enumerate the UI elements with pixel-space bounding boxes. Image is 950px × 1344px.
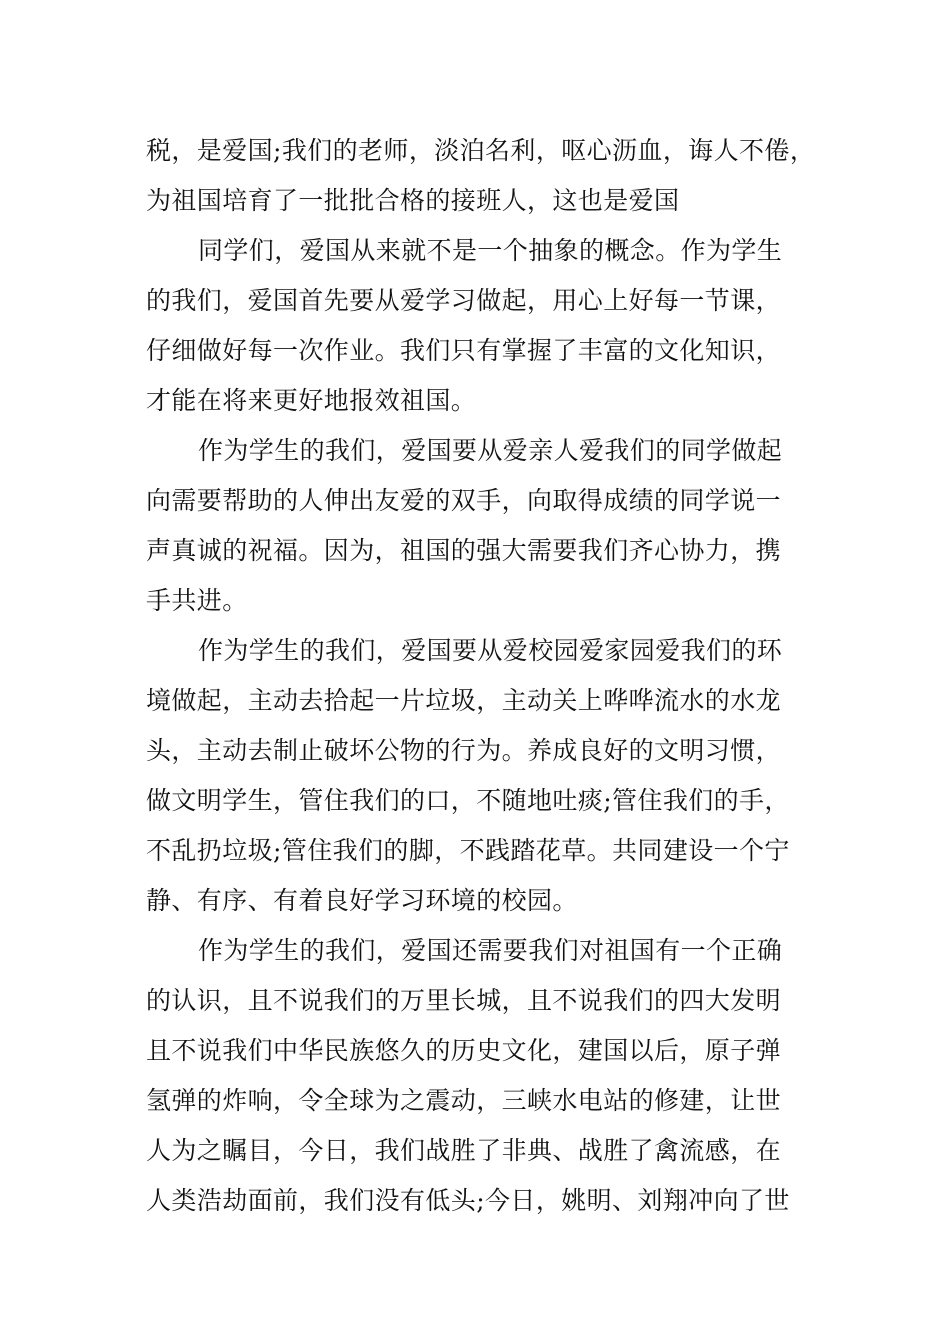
- text-line: 不乱扔垃圾;管住我们的脚，不践踏花草。共同建设一个宁: [146, 836, 790, 865]
- paragraph-first-line: 作为学生的我们，爱国要从爱校园爱家园爱我们的环: [198, 636, 783, 665]
- text-line: 的我们，爱国首先要从爱学习做起，用心上好每一节课，: [146, 286, 782, 315]
- paragraph-first-line: 作为学生的我们，爱国要从爱亲人爱我们的同学做起: [198, 436, 783, 465]
- text-line: 为祖国培育了一批批合格的接班人，这也是爱国: [146, 186, 680, 215]
- text-line: 手共进。: [146, 586, 248, 615]
- text-line: 的认识，且不说我们的万里长城，且不说我们的四大发明: [146, 986, 782, 1015]
- text-line: 仔细做好每一次作业。我们只有掌握了丰富的文化知识，: [146, 336, 782, 365]
- text-line: 且不说我们中华民族悠久的历史文化，建国以后，原子弹: [146, 1036, 782, 1065]
- paragraph-first-line: 同学们，爱国从来就不是一个抽象的概念。作为学生: [198, 236, 783, 265]
- text-line: 向需要帮助的人伸出友爱的双手，向取得成绩的同学说一: [146, 486, 782, 515]
- text-line: 才能在将来更好地报效祖国。: [146, 386, 477, 415]
- text-line: 做文明学生，管住我们的口，不随地吐痰;管住我们的手，: [146, 786, 790, 815]
- paragraph-first-line: 作为学生的我们，爱国还需要我们对祖国有一个正确: [198, 936, 783, 965]
- text-line: 境做起，主动去拾起一片垃圾，主动关上哗哗流水的水龙: [146, 686, 782, 715]
- text-line: 人类浩劫面前，我们没有低头;今日，姚明、刘翔冲向了世: [146, 1186, 790, 1215]
- text-line: 氢弹的炸响，令全球为之震动，三峡水电站的修建，让世: [146, 1086, 782, 1115]
- text-line: 人为之瞩目，今日，我们战胜了非典、战胜了禽流感，在: [146, 1136, 782, 1165]
- text-line: 税，是爱国;我们的老师，淡泊名利，呕心沥血，诲人不倦，: [146, 136, 816, 165]
- text-line: 头，主动去制止破坏公物的行为。养成良好的文明习惯，: [146, 736, 782, 765]
- document-body: [146, 126, 816, 1226]
- text-line: 静、有序、有着良好学习环境的校园。: [146, 886, 578, 915]
- text-line: 声真诚的祝福。因为，祖国的强大需要我们齐心协力，携: [146, 536, 782, 565]
